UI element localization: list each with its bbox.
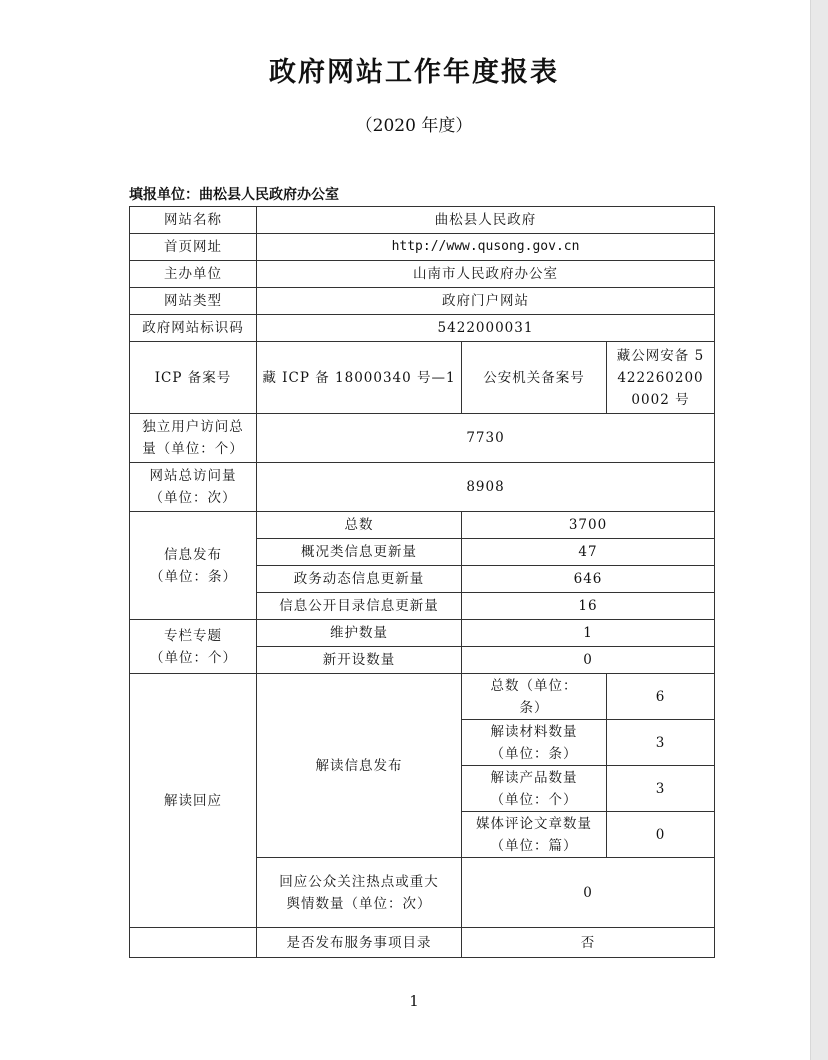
row-label xyxy=(130,928,257,958)
table-row xyxy=(130,261,715,288)
row-label: 信息发布（单位：条） xyxy=(130,512,257,620)
row-value: 3 xyxy=(607,720,715,766)
row-value: 47 xyxy=(462,539,715,566)
row-label: 解读产品数量（单位：个） xyxy=(462,766,607,812)
row-label: 总数 xyxy=(257,512,462,539)
row-value: 0 xyxy=(607,812,715,858)
row-value: 5422000031 xyxy=(257,315,715,342)
row-value: 藏公网安备 54222602000002 号 xyxy=(607,342,715,414)
row-value: 曲松县人民政府 xyxy=(257,207,715,234)
row-value: 0 xyxy=(462,647,715,674)
row-label: 政务动态信息更新量 xyxy=(257,566,462,593)
row-value: 山南市人民政府办公室 xyxy=(257,261,715,288)
row-value: 否 xyxy=(462,928,715,958)
page-number: 1 xyxy=(409,992,419,1010)
row-value: 0 xyxy=(462,858,715,928)
row-label: 概况类信息更新量 xyxy=(257,539,462,566)
reporting-unit: 填报单位：曲松县人民政府办公室 xyxy=(129,187,339,203)
row-value: 8908 xyxy=(257,463,715,512)
report-year: （2020 年度） xyxy=(355,116,473,136)
row-value: 7730 xyxy=(257,414,715,463)
row-label: 主办单位 xyxy=(130,261,257,288)
row-label: 回应公众关注热点或重大舆情数量（单位：次） xyxy=(257,858,462,928)
table-row xyxy=(130,315,715,342)
row-value: 646 xyxy=(462,566,715,593)
row-label: 解读回应 xyxy=(130,674,257,928)
row-label: 公安机关备案号 xyxy=(462,342,607,414)
row-value: 3 xyxy=(607,766,715,812)
row-label: 媒体评论文章数量（单位：篇） xyxy=(462,812,607,858)
row-label: 独立用户访问总量（单位：个） xyxy=(130,414,257,463)
table-row xyxy=(130,234,715,261)
table-row xyxy=(130,674,715,720)
row-label: 网站总访问量（单位：次） xyxy=(130,463,257,512)
table-row xyxy=(130,512,715,539)
row-label: 总数（单位：条） xyxy=(462,674,607,720)
row-label: ICP 备案号 xyxy=(130,342,257,414)
table-row xyxy=(130,207,715,234)
row-label: 信息公开目录信息更新量 xyxy=(257,593,462,620)
row-label: 网站名称 xyxy=(130,207,257,234)
table-row xyxy=(130,620,715,647)
row-label: 首页网址 xyxy=(130,234,257,261)
table-row xyxy=(130,928,715,958)
row-label: 解读信息发布 xyxy=(257,674,462,858)
row-label: 是否发布服务事项目录 xyxy=(257,928,462,958)
row-label: 网站类型 xyxy=(130,288,257,315)
row-label: 新开设数量 xyxy=(257,647,462,674)
row-label: 专栏专题（单位：个） xyxy=(130,620,257,674)
row-value: 6 xyxy=(607,674,715,720)
row-label: 解读材料数量（单位：条） xyxy=(462,720,607,766)
row-value: 1 xyxy=(462,620,715,647)
table-row xyxy=(130,342,715,414)
table-row xyxy=(130,288,715,315)
report-title: 政府网站工作年度报表 xyxy=(269,57,559,88)
row-label: 政府网站标识码 xyxy=(130,315,257,342)
row-value: 16 xyxy=(462,593,715,620)
row-value: http://www.qusong.gov.cn xyxy=(257,234,715,261)
row-label: 维护数量 xyxy=(257,620,462,647)
row-value: 政府门户网站 xyxy=(257,288,715,315)
row-value: 藏 ICP 备 18000340 号—1 xyxy=(257,342,462,414)
report-table xyxy=(129,206,715,958)
table-row xyxy=(130,463,715,512)
row-value: 3700 xyxy=(462,512,715,539)
table-row xyxy=(130,414,715,463)
